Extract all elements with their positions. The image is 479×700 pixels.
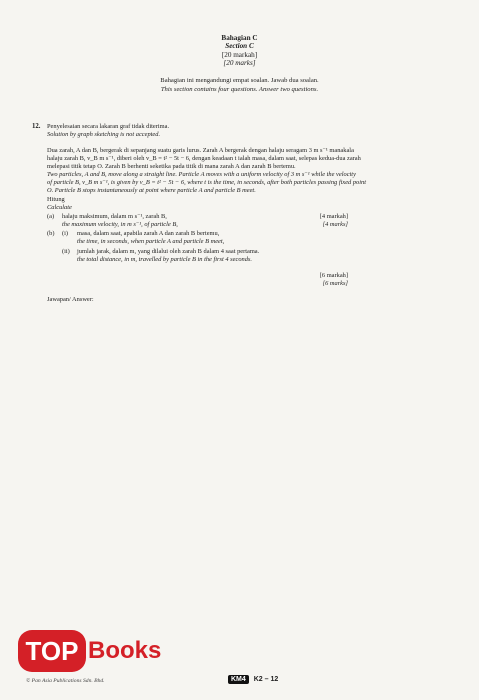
section-marks-en: [20 marks] bbox=[223, 59, 256, 67]
part-b-marks-en: [6 marks] bbox=[322, 280, 348, 287]
paragraph-ms-line-1: Dua zarah, A dan B, bergerak di sepanjang suatu garis lurus. Zarah A bergerak dengan halaju seragam 3 m s⁻¹ manakala bbox=[47, 147, 354, 154]
logo-books-text: Books bbox=[88, 637, 162, 664]
intro-ms: Penyelesaian secara lakaran graf tidak diterima. bbox=[47, 123, 170, 130]
paragraph-ms-line-2: halaju zarah B, v_B m s⁻¹, diberi oleh v_B = t² − 5t − 6, dengan keadaan t ialah masa, dalam saat, selepas kedua-dua zarah bbox=[47, 155, 361, 162]
section-instruction-en: This section contains four questions. Answer two questions. bbox=[160, 86, 319, 93]
part-b-ii-en: the total distance, in m, travelled by particle B in the first 4 seconds. bbox=[77, 256, 253, 263]
section-instruction-ms: Bahagian ini mengandungi empat soalan. Jawab dua soalan. bbox=[160, 77, 319, 84]
part-b-ii-ms: jumlah jarak, dalam m, yang dilalui oleh zarah B dalam 4 saat pertama. bbox=[77, 248, 260, 255]
section-title-ms: Bahagian C bbox=[221, 34, 258, 42]
calculate-label: Calculate bbox=[47, 204, 72, 211]
km4-badge: KM4 bbox=[228, 675, 249, 684]
answer-label: Jawapan/ Answer: bbox=[47, 296, 94, 303]
section-title-en: Section C bbox=[225, 42, 254, 50]
question-number: 12. bbox=[32, 123, 41, 130]
part-a-marks-ms: [4 markah] bbox=[319, 213, 348, 220]
paragraph-en-line-3: O. Particle B stops instantaneously at point where particle A and particle B meet. bbox=[47, 187, 256, 194]
copyright-text: © Pan Asia Publications Sdn. Bhd. bbox=[26, 678, 105, 684]
part-a-ms: halaju maksimum, dalam m s⁻¹, zarah B, bbox=[62, 213, 167, 220]
intro-en: Solution by graph sketching is not accepted. bbox=[47, 131, 161, 138]
part-b-ii-label: (ii) bbox=[62, 248, 70, 255]
page-number: K2 – 12 bbox=[253, 676, 279, 683]
part-b-i-label: (i) bbox=[62, 230, 69, 237]
part-b-i-en: the time, in seconds, when particle A and particle B meet, bbox=[77, 238, 225, 245]
hitung-label: Hitung bbox=[47, 196, 65, 203]
part-b-marks-ms: [6 markah] bbox=[319, 272, 348, 279]
paragraph-en-line-1: Two particles, A and B, move along a straight line. Particle A moves with a uniform velocity of 3 m s⁻¹ while the velocity bbox=[47, 171, 356, 178]
paragraph-ms-line-3: melepasi titik tetap O. Zarah B berhenti seketika pada titik di mana zarah A dan zarah B bertemu. bbox=[47, 163, 296, 170]
topbooks-logo bbox=[8, 630, 198, 680]
part-a-label: (a) bbox=[47, 213, 55, 220]
section-marks-ms: [20 markah] bbox=[221, 51, 258, 59]
part-b-label: (b) bbox=[47, 230, 55, 237]
part-b-i-ms: masa, dalam saat, apabila zarah A dan zarah B bertemu, bbox=[77, 230, 220, 237]
paragraph-en-line-2: of particle B, v_B m s⁻¹, is given by v_B = t² − 5t − 6, where t is the time, in seconds, after both particles passing fixed point bbox=[47, 179, 366, 186]
part-a-marks-en: [4 marks] bbox=[322, 221, 348, 228]
part-a-en: the maximum velocity, in m s⁻¹, of particle B, bbox=[62, 221, 178, 228]
logo-top-block: TOP bbox=[18, 630, 86, 672]
page-badge bbox=[228, 676, 278, 683]
